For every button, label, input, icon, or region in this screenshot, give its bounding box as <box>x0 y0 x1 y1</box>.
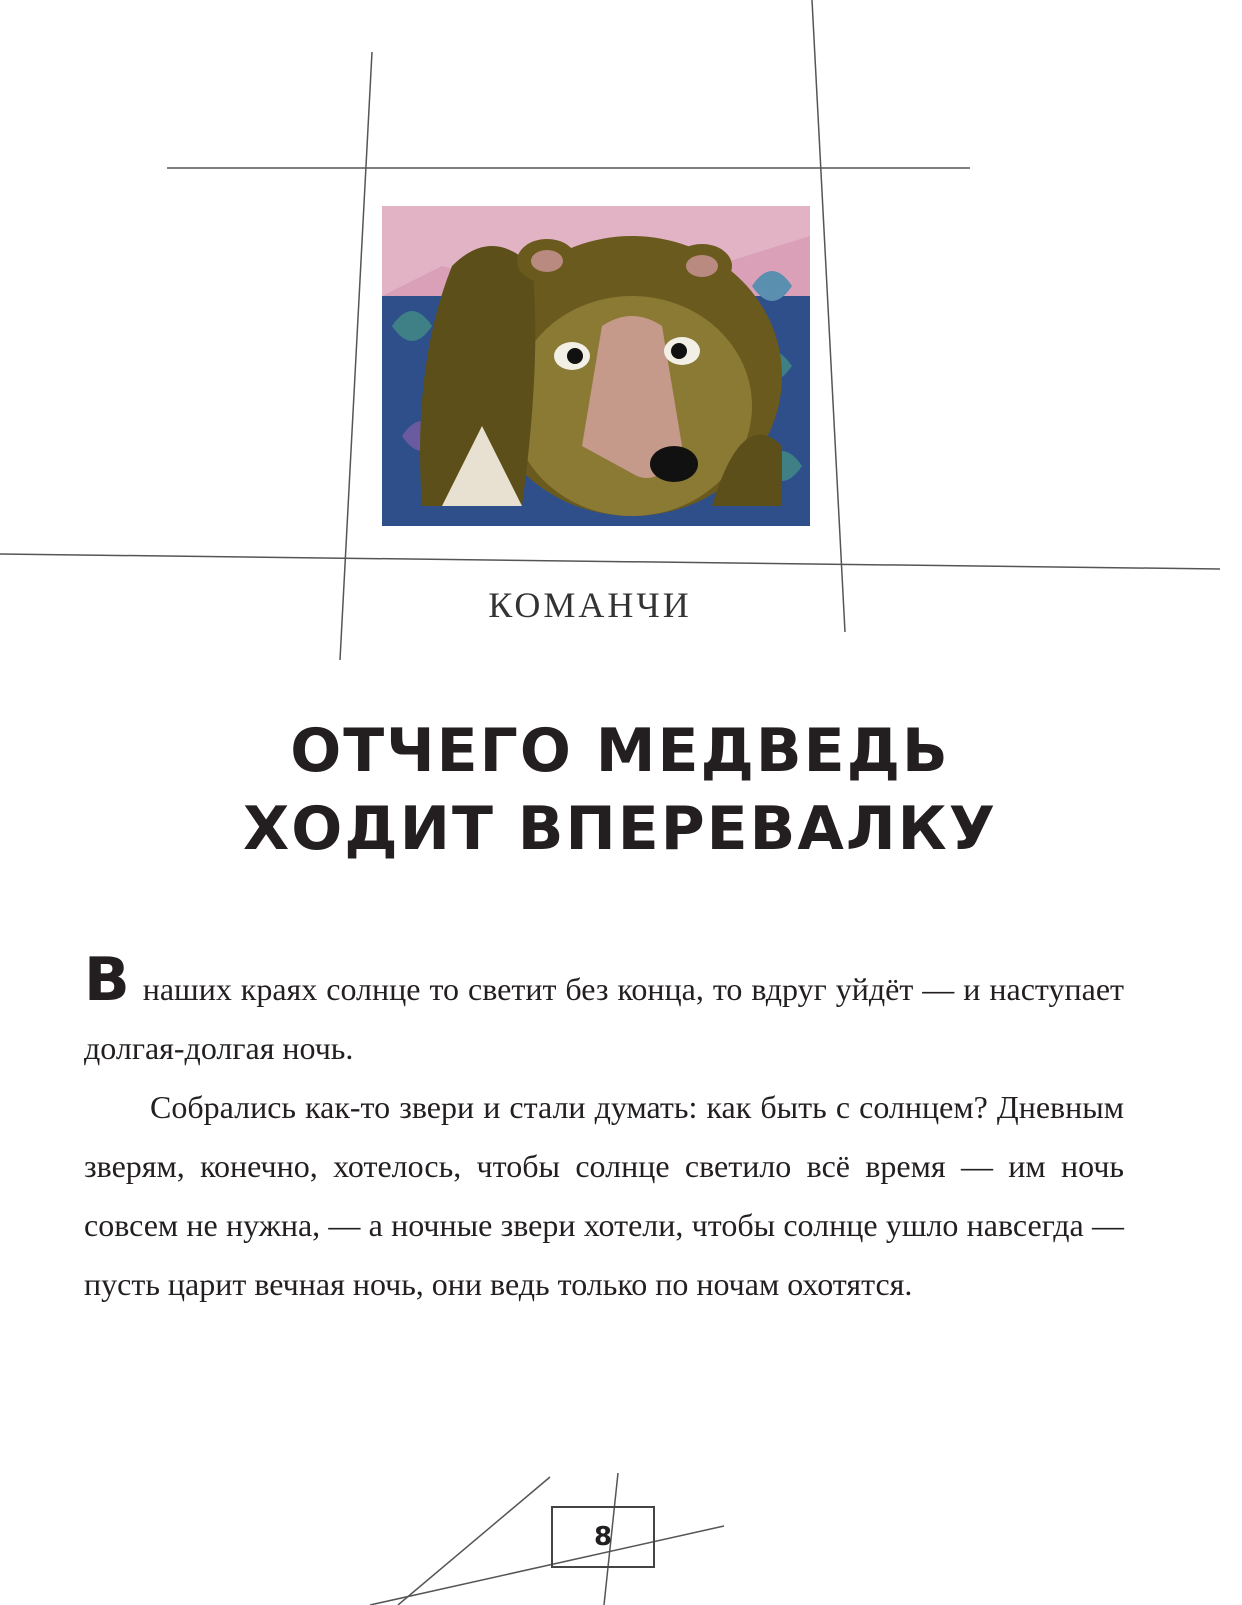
story-body <box>84 945 1124 1314</box>
drop-cap: В <box>84 945 130 1015</box>
story-title-line-2: ХОДИТ ВПЕРЕВАЛКУ <box>243 794 997 864</box>
page-number: 8 <box>551 1506 655 1568</box>
story-title-line-1: ОТЧЕГО МЕДВЕДЬ <box>290 716 950 786</box>
story-title <box>120 712 1120 868</box>
paragraph-1-text: наших краях солнце то светит без конца, то вдруг уйдёт — и наступает долгая-долгая ночь. <box>84 971 1124 1066</box>
tribe-name: КОМАНЧИ <box>488 585 692 625</box>
bear-illustration <box>382 206 810 526</box>
paragraph-1 <box>84 945 1124 1078</box>
paragraph-2: Собрались как-то звери и стали думать: как быть с солнцем? Дневным зверям, конечно, хотелось, чтобы солнце светило всё время — им ночь совсем не нужна, — а ночные звери хотели, чтобы солнце ушло навсегда — пусть царит вечная ночь, они ведь только по ночам охотятся. <box>84 1089 1124 1302</box>
